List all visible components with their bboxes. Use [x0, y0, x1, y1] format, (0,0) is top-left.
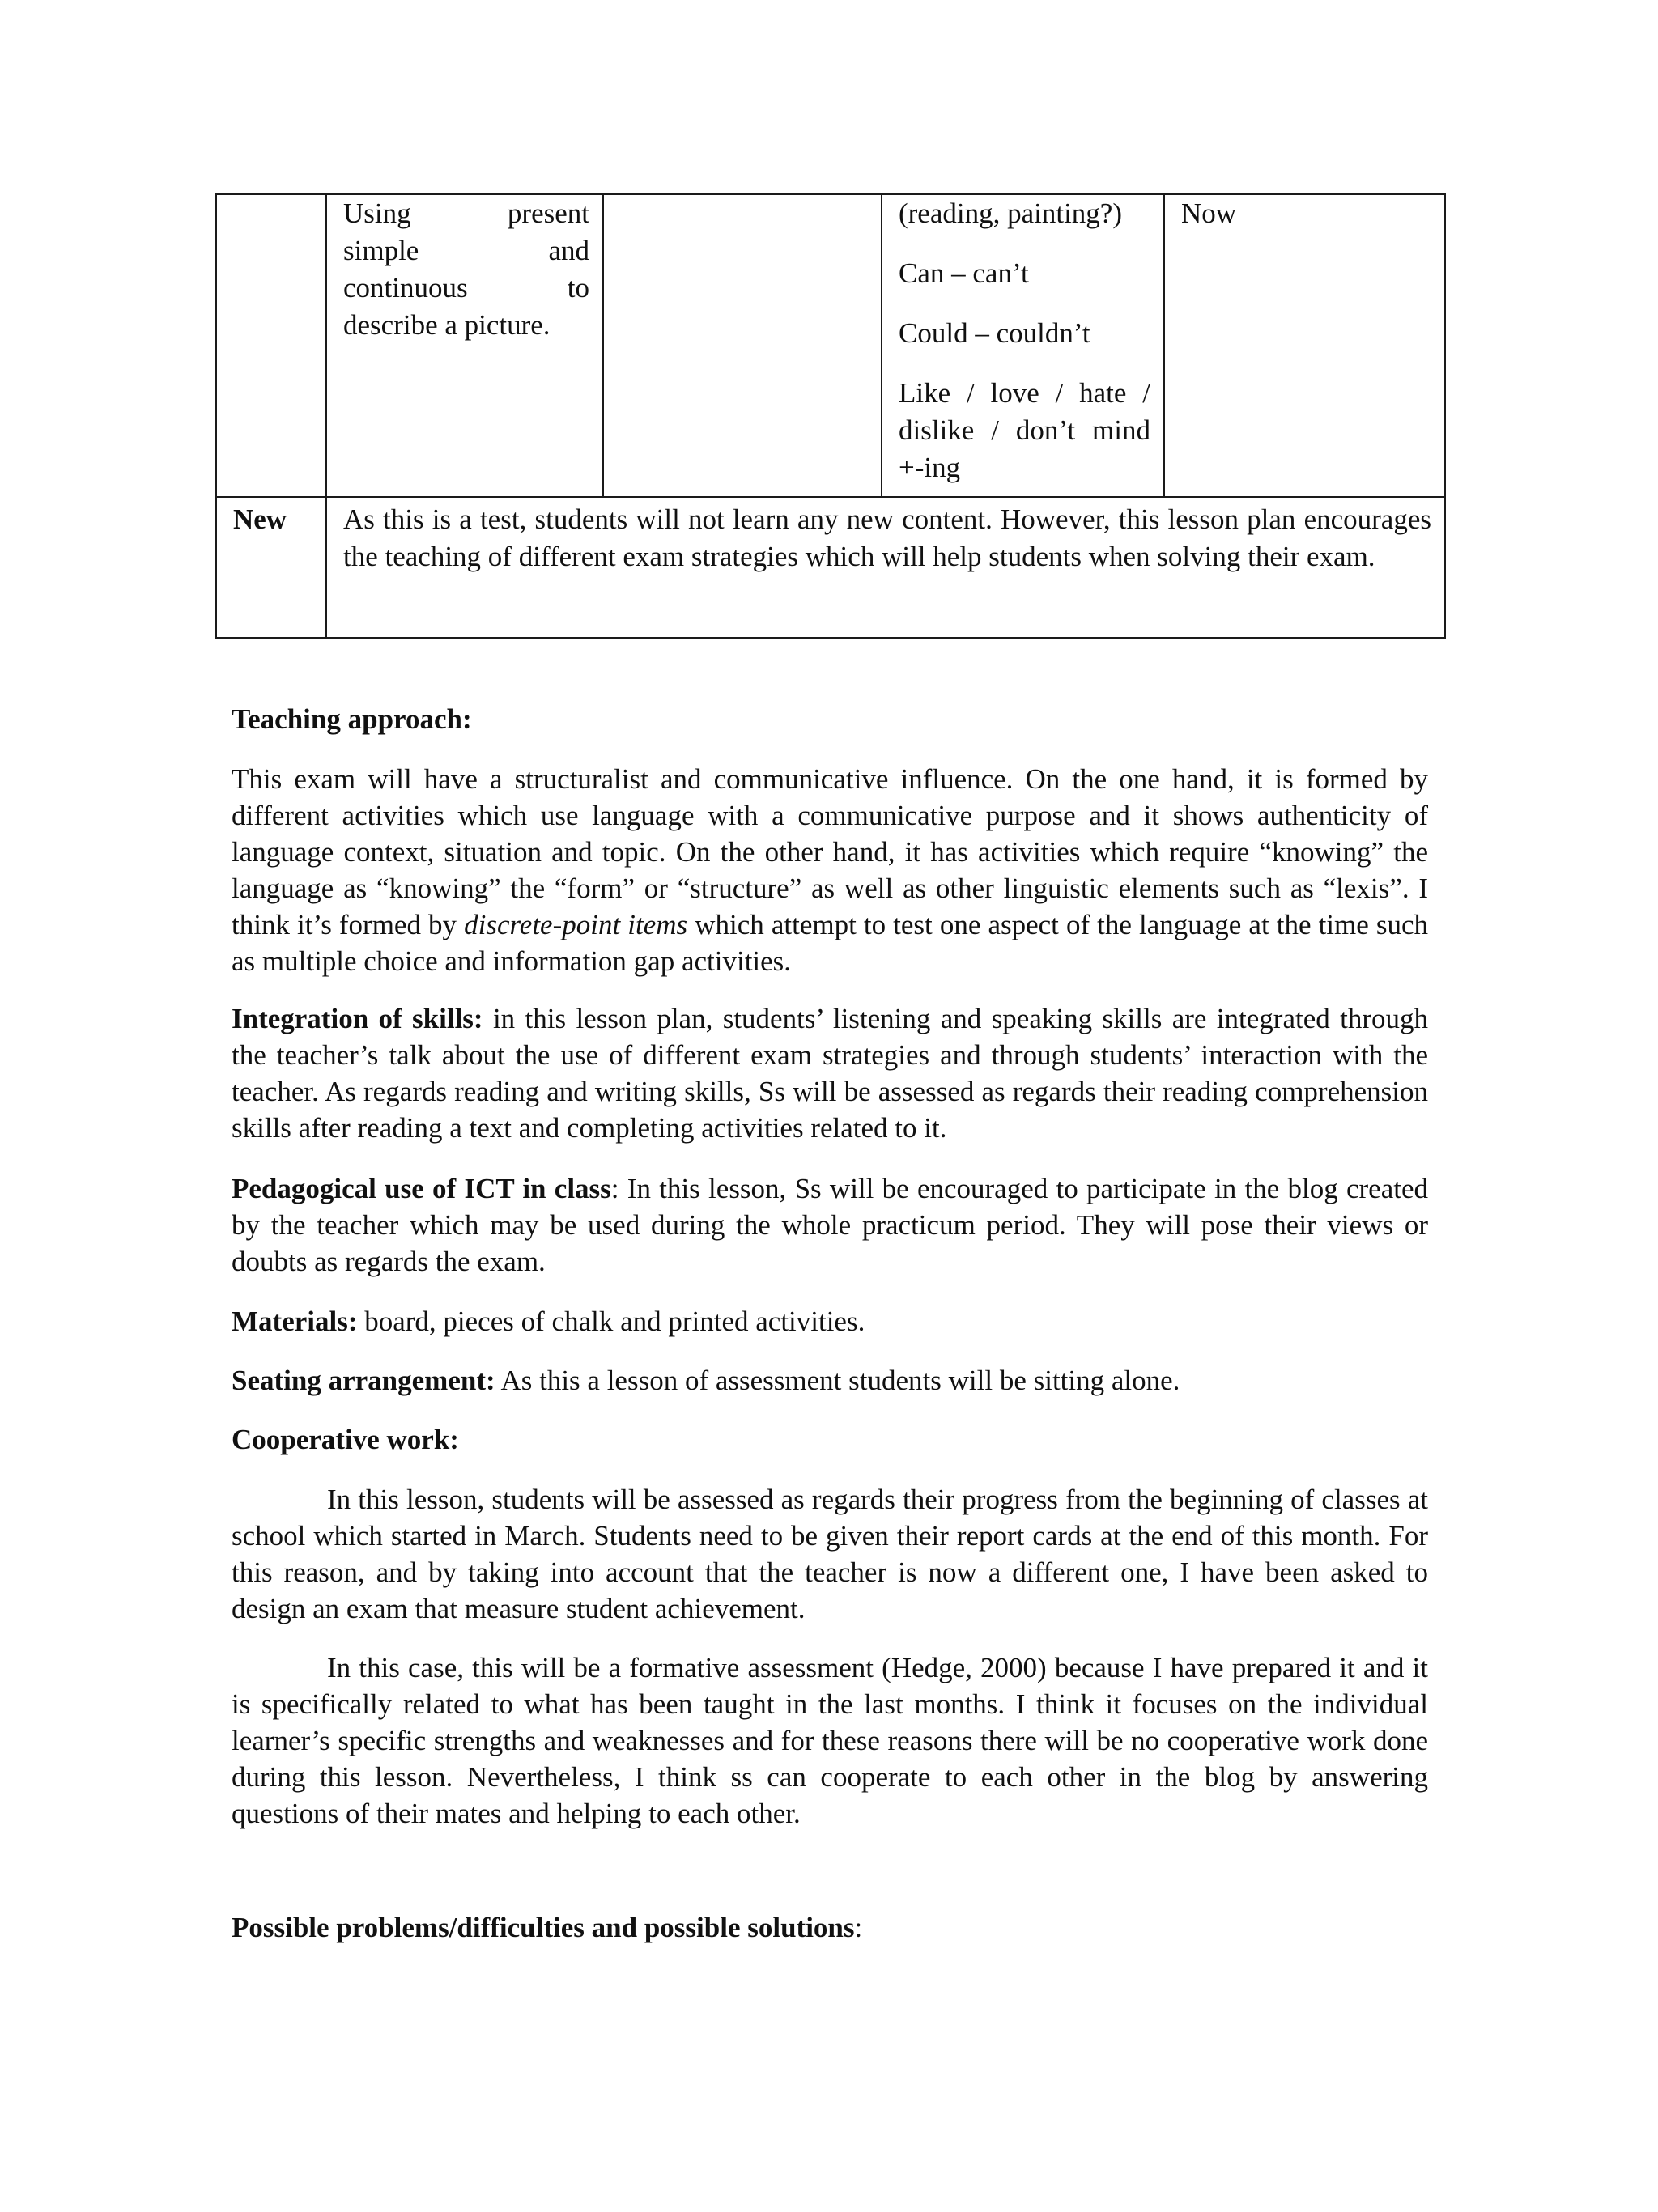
text-run: : In this lesson, Ss will be encouraged to participate in the blog created by the teacher which may be used during the whole practicum period. They will pose their views or doubts as regards the exam.	[232, 1173, 1429, 1277]
italic-term: discrete-point items	[464, 909, 688, 940]
section-label: Materials:	[232, 1306, 358, 1337]
cooperative-section	[232, 1421, 1428, 1832]
ict-text	[232, 1170, 1428, 1280]
materials-text	[232, 1303, 1428, 1340]
table-row	[216, 194, 1445, 497]
integration-section	[232, 1000, 1428, 1146]
section-label: Seating arrangement:	[232, 1365, 495, 1396]
table-cell-label: New	[216, 497, 326, 638]
cooperative-paragraph-2: In this case, this will be a formative assessment (Hedge, 2000) because I have prepared it and it is specifically related to what has been taught in the last months. I think it focuses on the individual learner’s specific strengths and weaknesses and for these reasons there will be no cooperative work done during this lesson. Nevertheless, I think ss can cooperate to each other in the blog by answering questions of their mates and helping to each other.	[232, 1652, 1428, 1829]
cell-line: simple and	[343, 235, 589, 266]
problems-heading	[232, 1909, 1428, 1946]
problems-section	[232, 1909, 1428, 1946]
section-heading: Teaching approach:	[232, 703, 472, 735]
teaching-approach-text	[232, 761, 1428, 979]
table-cell-new-content: As this is a test, students will not learn any new content. However, this lesson plan encourages the teaching of different exam strategies which will help students when solving their exam.	[326, 497, 1445, 638]
table-cell-empty	[216, 194, 326, 497]
table-cell-language	[882, 194, 1164, 497]
cooperative-paragraph-1: In this lesson, students will be assessed as regards their progress from the beginning of classes at school which started in March. Students need to be given their report cards at the end of this month. For this reason, and by taking into account that the teacher is now a different one, I have been asked to design an exam that measure student achievement.	[232, 1484, 1428, 1624]
cell-like-block	[899, 375, 1150, 486]
lesson-plan-table	[215, 193, 1446, 639]
materials-section	[232, 1303, 1428, 1340]
text-run: board, pieces of chalk and printed activities.	[357, 1306, 865, 1337]
table-cell-time: Now	[1164, 194, 1445, 497]
table-cell-structures	[326, 194, 603, 497]
ict-section	[232, 1170, 1428, 1280]
cell-line: describe a picture.	[343, 309, 551, 341]
cell-line: +-ing	[899, 452, 961, 483]
teaching-approach-section	[232, 701, 1428, 979]
cell-line: Using present	[343, 197, 589, 229]
text-run: This exam will have a structuralist and communicative influence. On the one hand, it is formed by different activities which use language with a communicative purpose and it shows authenticity of language context, situation and topic. On the other hand, it has activities which require “knowing” the language as “knowing” the “form” or “structure” as well as other linguistic elements such as “lexis”. I think it’s formed by	[232, 763, 1428, 940]
table-cell-empty	[603, 194, 882, 497]
text-run: which attempt to test one aspect of the language at the time such as multiple choice and information gap activities.	[232, 909, 1429, 977]
text-run: :	[854, 1912, 863, 1943]
cell-line: continuous to	[343, 272, 589, 304]
cell-line: dislike / don’t mind	[899, 414, 1150, 446]
integration-text	[232, 1000, 1428, 1146]
text-run: in this lesson plan, students’ listening and speaking skills are integrated through the teacher’s talk about the use of different exam strategies and through students’ interaction with the teacher. As regards reading and writing skills, Ss will be assessed as regards their reading comprehension skills after reading a text and completing activities related to it.	[232, 1003, 1428, 1144]
cell-line: Can – can’t	[899, 257, 1029, 289]
seating-section	[232, 1362, 1428, 1399]
table-row	[216, 497, 1445, 638]
section-heading: Cooperative work:	[232, 1424, 459, 1455]
text-run: As this a lesson of assessment students will be sitting alone.	[495, 1365, 1180, 1396]
section-label: Pedagogical use of ICT in class	[232, 1173, 611, 1204]
cell-line: Could – couldn’t	[899, 317, 1090, 349]
section-label: Possible problems/difficulties and possible solutions	[232, 1912, 855, 1943]
section-label: Integration of skills:	[232, 1003, 483, 1034]
cell-line: Like / love / hate /	[899, 377, 1150, 409]
seating-text	[232, 1362, 1428, 1399]
cell-line: (reading, painting?)	[899, 197, 1123, 229]
